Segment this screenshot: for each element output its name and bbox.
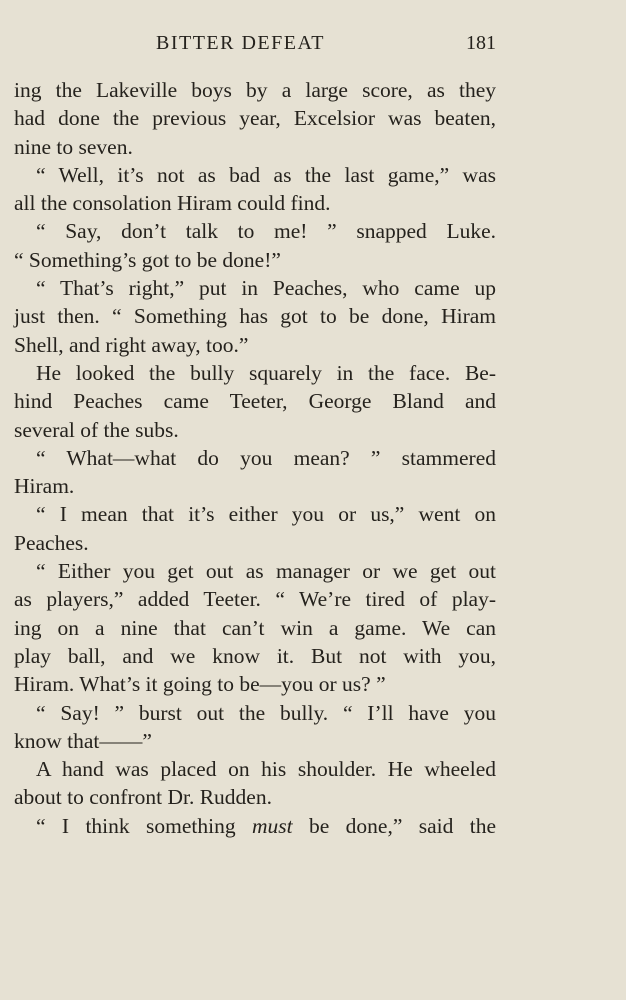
emphasized-word: must <box>251 813 293 838</box>
text-line: “ Well, it’s not as bad as the last game,” was <box>36 162 496 187</box>
text-line: “ Say! ” burst out the bully. “ I’ll have you <box>36 700 496 725</box>
text-line: hind Peaches came Teeter, George Bland and <box>14 389 496 414</box>
text-line-final <box>14 812 496 840</box>
text-line: all the consolation Hiram could find. <box>14 191 331 216</box>
text-line: about to confront Dr. Rudden. <box>14 785 272 810</box>
text-line: “ What—what do you mean? ” stammered <box>36 445 496 470</box>
text-segment: “ I think something <box>36 813 252 838</box>
text-line: Shell, and right away, too.” <box>14 332 249 357</box>
text-line: Hiram. What’s it going to be—you or us? ” <box>14 672 386 697</box>
text-line: “ Something’s got to be done!” <box>14 247 281 272</box>
text-line: know that——” <box>14 728 152 753</box>
text-line: just then. “ Something has got to be done, Hiram <box>14 304 496 329</box>
text-line: nine to seven. <box>14 134 133 159</box>
running-header <box>14 32 496 62</box>
chapter-title: BITTER DEFEAT <box>156 32 325 54</box>
text-line: ing the Lakeville boys by a large score, as they <box>14 78 496 102</box>
text-line: “ Either you get out as manager or we get out <box>36 559 496 584</box>
text-line: “ I mean that it’s either you or us,” went on <box>36 502 496 527</box>
text-line: as players,” added Teeter. “ We’re tired of play- <box>14 587 496 612</box>
text-line: Hiram. <box>14 474 75 499</box>
text-line: Peaches. <box>14 530 89 555</box>
text-line: play ball, and we know it. But not with you, <box>14 643 496 668</box>
text-line: several of the subs. <box>14 417 179 442</box>
text-line: had done the previous year, Excelsior was beaten, <box>14 106 496 131</box>
text-line: A hand was placed on his shoulder. He wheeled <box>36 757 496 782</box>
page-number: 181 <box>466 32 496 54</box>
text-line: “ That’s right,” put in Peaches, who came up <box>36 276 496 301</box>
text-segment: be done,” said the <box>292 813 497 838</box>
text-line: ing on a nine that can’t win a game. We can <box>14 615 496 640</box>
text-line: He looked the bully squarely in the face. Be- <box>36 360 496 385</box>
body-text <box>14 76 496 840</box>
text-line: “ Say, don’t talk to me! ” snapped Luke. <box>36 219 496 244</box>
